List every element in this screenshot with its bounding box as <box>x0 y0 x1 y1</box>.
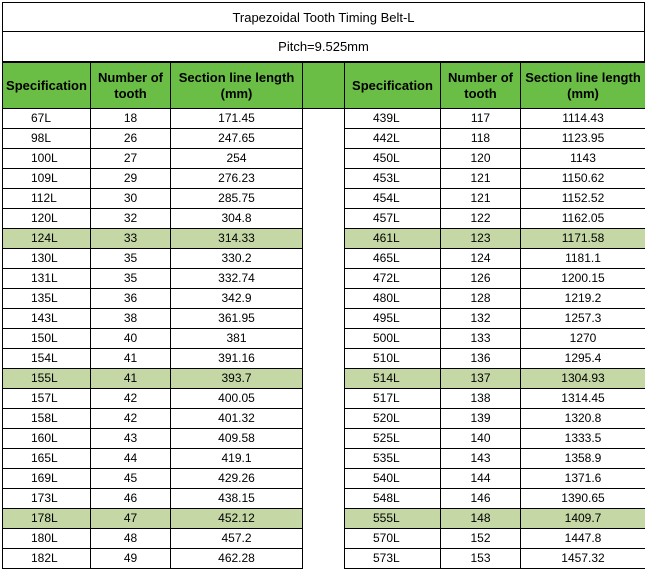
length-cell-left: 171.45 <box>171 109 303 129</box>
tooth-count-cell-left: 36 <box>91 289 171 309</box>
tooth-count-cell-left: 35 <box>91 249 171 269</box>
length-cell-left: 419.1 <box>171 449 303 469</box>
spec-cell-left: 160L <box>3 429 91 449</box>
table-row <box>3 149 646 169</box>
spec-cell-right: 535L <box>345 449 441 469</box>
spec-cell-left: 180L <box>3 529 91 549</box>
tooth-count-cell-right: 117 <box>441 109 521 129</box>
length-cell-left: 247.65 <box>171 129 303 149</box>
length-cell-right: 1457.32 <box>521 549 646 569</box>
length-cell-left: 304.8 <box>171 209 303 229</box>
length-cell-right: 1200.15 <box>521 269 646 289</box>
gap-cell <box>303 309 345 329</box>
length-cell-right: 1181.1 <box>521 249 646 269</box>
spec-cell-right: 517L <box>345 389 441 409</box>
tooth-count-cell-right: 144 <box>441 469 521 489</box>
tooth-count-cell-right: 138 <box>441 389 521 409</box>
spec-cell-right: 548L <box>345 489 441 509</box>
length-cell-right: 1390.65 <box>521 489 646 509</box>
length-cell-left: 391.16 <box>171 349 303 369</box>
header-row <box>3 63 646 109</box>
length-cell-right: 1447.8 <box>521 529 646 549</box>
spec-cell-left: 173L <box>3 489 91 509</box>
tooth-count-cell-left: 48 <box>91 529 171 549</box>
length-cell-left: 401.32 <box>171 409 303 429</box>
tooth-count-cell-left: 27 <box>91 149 171 169</box>
gap-cell <box>303 109 345 129</box>
spec-cell-right: 461L <box>345 229 441 249</box>
table-body <box>3 109 646 569</box>
tooth-count-cell-right: 152 <box>441 529 521 549</box>
table-row <box>3 449 646 469</box>
header-gap <box>303 63 345 109</box>
length-cell-left: 452.12 <box>171 509 303 529</box>
tooth-count-cell-left: 46 <box>91 489 171 509</box>
table-title: Trapezoidal Tooth Timing Belt-L <box>2 2 645 32</box>
spec-cell-right: 573L <box>345 549 441 569</box>
gap-cell <box>303 429 345 449</box>
length-cell-left: 438.15 <box>171 489 303 509</box>
header-section-line-length: Section line length (mm) <box>521 63 646 109</box>
tooth-count-cell-left: 35 <box>91 269 171 289</box>
length-cell-left: 332.74 <box>171 269 303 289</box>
spec-cell-right: 480L <box>345 289 441 309</box>
length-cell-left: 393.7 <box>171 369 303 389</box>
tooth-count-cell-left: 29 <box>91 169 171 189</box>
length-cell-right: 1171.58 <box>521 229 646 249</box>
length-cell-right: 1257.3 <box>521 309 646 329</box>
gap-cell <box>303 529 345 549</box>
length-cell-right: 1295.4 <box>521 349 646 369</box>
length-cell-left: 361.95 <box>171 309 303 329</box>
gap-cell <box>303 149 345 169</box>
length-cell-left: 457.2 <box>171 529 303 549</box>
gap-cell <box>303 329 345 349</box>
table-row <box>3 169 646 189</box>
spec-cell-left: 112L <box>3 189 91 209</box>
length-cell-left: 276.23 <box>171 169 303 189</box>
timing-belt-table-frame <box>2 2 645 569</box>
gap-cell <box>303 129 345 149</box>
spec-cell-left: 109L <box>3 169 91 189</box>
table-row <box>3 389 646 409</box>
tooth-count-cell-right: 143 <box>441 449 521 469</box>
spec-cell-right: 454L <box>345 189 441 209</box>
gap-cell <box>303 269 345 289</box>
table-row <box>3 409 646 429</box>
gap-cell <box>303 469 345 489</box>
tooth-count-cell-right: 146 <box>441 489 521 509</box>
tooth-count-cell-right: 121 <box>441 189 521 209</box>
length-cell-right: 1333.5 <box>521 429 646 449</box>
tooth-count-cell-right: 139 <box>441 409 521 429</box>
spec-cell-right: 500L <box>345 329 441 349</box>
tooth-count-cell-left: 45 <box>91 469 171 489</box>
spec-cell-right: 450L <box>345 149 441 169</box>
table-row <box>3 509 646 529</box>
spec-cell-right: 472L <box>345 269 441 289</box>
spec-cell-left: 120L <box>3 209 91 229</box>
tooth-count-cell-left: 26 <box>91 129 171 149</box>
tooth-count-cell-left: 42 <box>91 389 171 409</box>
table-row <box>3 369 646 389</box>
table-row <box>3 189 646 209</box>
tooth-count-cell-left: 33 <box>91 229 171 249</box>
spec-cell-right: 540L <box>345 469 441 489</box>
length-cell-right: 1270 <box>521 329 646 349</box>
tooth-count-cell-right: 137 <box>441 369 521 389</box>
length-cell-right: 1371.6 <box>521 469 646 489</box>
tooth-count-cell-left: 18 <box>91 109 171 129</box>
tooth-count-cell-left: 42 <box>91 409 171 429</box>
length-cell-left: 254 <box>171 149 303 169</box>
gap-cell <box>303 289 345 309</box>
tooth-count-cell-right: 140 <box>441 429 521 449</box>
tooth-count-cell-left: 40 <box>91 329 171 349</box>
tooth-count-cell-right: 120 <box>441 149 521 169</box>
table-row <box>3 549 646 569</box>
tooth-count-cell-left: 47 <box>91 509 171 529</box>
spec-cell-right: 514L <box>345 369 441 389</box>
spec-cell-left: 150L <box>3 329 91 349</box>
table-row <box>3 429 646 449</box>
length-cell-right: 1123.95 <box>521 129 646 149</box>
table-row <box>3 129 646 149</box>
gap-cell <box>303 209 345 229</box>
spec-cell-right: 510L <box>345 349 441 369</box>
header-number-of-tooth: Number of tooth <box>441 63 521 109</box>
length-cell-left: 429.26 <box>171 469 303 489</box>
tooth-count-cell-right: 122 <box>441 209 521 229</box>
length-cell-right: 1162.05 <box>521 209 646 229</box>
tooth-count-cell-left: 41 <box>91 369 171 389</box>
spec-cell-left: 135L <box>3 289 91 309</box>
spec-cell-left: 157L <box>3 389 91 409</box>
spec-cell-right: 453L <box>345 169 441 189</box>
spec-cell-right: 442L <box>345 129 441 149</box>
spec-table <box>2 62 645 569</box>
spec-cell-right: 465L <box>345 249 441 269</box>
table-row <box>3 489 646 509</box>
length-cell-left: 342.9 <box>171 289 303 309</box>
gap-cell <box>303 249 345 269</box>
tooth-count-cell-left: 43 <box>91 429 171 449</box>
spec-cell-left: 124L <box>3 229 91 249</box>
table-row <box>3 229 646 249</box>
length-cell-left: 400.05 <box>171 389 303 409</box>
spec-cell-left: 131L <box>3 269 91 289</box>
spec-cell-left: 143L <box>3 309 91 329</box>
header-section-line-length: Section line length (mm) <box>171 63 303 109</box>
table-row <box>3 529 646 549</box>
table-row <box>3 269 646 289</box>
spec-cell-left: 155L <box>3 369 91 389</box>
tooth-count-cell-right: 121 <box>441 169 521 189</box>
length-cell-left: 409.58 <box>171 429 303 449</box>
gap-cell <box>303 189 345 209</box>
tooth-count-cell-right: 124 <box>441 249 521 269</box>
length-cell-left: 314.33 <box>171 229 303 249</box>
pitch-label: Pitch=9.525mm <box>2 32 645 62</box>
gap-cell <box>303 369 345 389</box>
spec-cell-left: 100L <box>3 149 91 169</box>
spec-cell-left: 67L <box>3 109 91 129</box>
tooth-count-cell-left: 44 <box>91 449 171 469</box>
length-cell-right: 1358.9 <box>521 449 646 469</box>
gap-cell <box>303 229 345 249</box>
gap-cell <box>303 169 345 189</box>
spec-cell-right: 457L <box>345 209 441 229</box>
gap-cell <box>303 509 345 529</box>
spec-cell-left: 130L <box>3 249 91 269</box>
tooth-count-cell-left: 41 <box>91 349 171 369</box>
spec-cell-right: 525L <box>345 429 441 449</box>
spec-cell-right: 570L <box>345 529 441 549</box>
length-cell-right: 1114.43 <box>521 109 646 129</box>
spec-cell-left: 158L <box>3 409 91 429</box>
length-cell-right: 1152.52 <box>521 189 646 209</box>
table-row <box>3 469 646 489</box>
spec-cell-left: 182L <box>3 549 91 569</box>
length-cell-right: 1304.93 <box>521 369 646 389</box>
table-row <box>3 249 646 269</box>
header-specification: Specification <box>345 63 441 109</box>
gap-cell <box>303 549 345 569</box>
tooth-count-cell-right: 133 <box>441 329 521 349</box>
spec-cell-left: 165L <box>3 449 91 469</box>
tooth-count-cell-left: 30 <box>91 189 171 209</box>
gap-cell <box>303 349 345 369</box>
spec-cell-right: 520L <box>345 409 441 429</box>
tooth-count-cell-left: 38 <box>91 309 171 329</box>
spec-cell-left: 178L <box>3 509 91 529</box>
table-row <box>3 349 646 369</box>
gap-cell <box>303 389 345 409</box>
length-cell-right: 1150.62 <box>521 169 646 189</box>
length-cell-left: 381 <box>171 329 303 349</box>
table-row <box>3 329 646 349</box>
tooth-count-cell-right: 123 <box>441 229 521 249</box>
table-row <box>3 109 646 129</box>
table-row <box>3 309 646 329</box>
header-specification: Specification <box>3 63 91 109</box>
tooth-count-cell-right: 153 <box>441 549 521 569</box>
length-cell-right: 1320.8 <box>521 409 646 429</box>
tooth-count-cell-left: 32 <box>91 209 171 229</box>
tooth-count-cell-right: 132 <box>441 309 521 329</box>
table-row <box>3 209 646 229</box>
spec-cell-right: 555L <box>345 509 441 529</box>
length-cell-left: 330.2 <box>171 249 303 269</box>
spec-cell-left: 154L <box>3 349 91 369</box>
spec-cell-left: 98L <box>3 129 91 149</box>
gap-cell <box>303 409 345 429</box>
length-cell-left: 462.28 <box>171 549 303 569</box>
tooth-count-cell-right: 136 <box>441 349 521 369</box>
length-cell-right: 1409.7 <box>521 509 646 529</box>
spec-cell-right: 439L <box>345 109 441 129</box>
tooth-count-cell-right: 118 <box>441 129 521 149</box>
gap-cell <box>303 489 345 509</box>
spec-cell-right: 495L <box>345 309 441 329</box>
tooth-count-cell-right: 128 <box>441 289 521 309</box>
length-cell-right: 1219.2 <box>521 289 646 309</box>
length-cell-left: 285.75 <box>171 189 303 209</box>
table-row <box>3 289 646 309</box>
spec-cell-left: 169L <box>3 469 91 489</box>
header-number-of-tooth: Number of tooth <box>91 63 171 109</box>
tooth-count-cell-left: 49 <box>91 549 171 569</box>
gap-cell <box>303 449 345 469</box>
length-cell-right: 1314.45 <box>521 389 646 409</box>
tooth-count-cell-right: 148 <box>441 509 521 529</box>
length-cell-right: 1143 <box>521 149 646 169</box>
tooth-count-cell-right: 126 <box>441 269 521 289</box>
